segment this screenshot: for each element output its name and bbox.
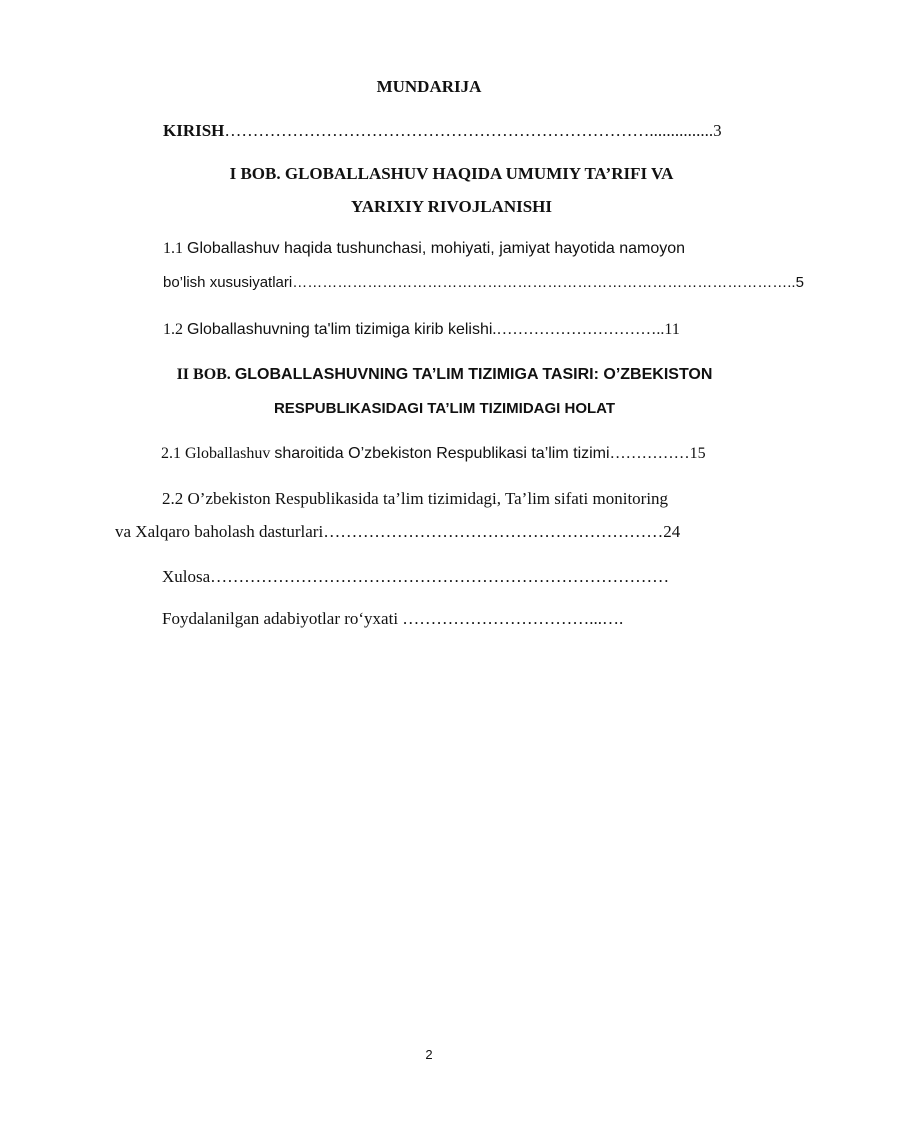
- toc-entry-label: Xulosa: [162, 567, 211, 586]
- chapter-prefix: II BOB.: [176, 366, 235, 383]
- chapter-1-title[interactable]: I BOB. GLOBALLASHUV HAQIDA UMUMIY TA’RIFI VA: [229, 164, 674, 183]
- page-number: 2: [425, 1047, 433, 1062]
- toc-entry-xulosa[interactable]: [162, 567, 669, 587]
- toc-entry-2-1[interactable]: [161, 445, 706, 463]
- toc-entry-1-1[interactable]: [163, 240, 685, 258]
- section-number: 1.2: [163, 321, 187, 338]
- toc-entry-1-2[interactable]: [163, 321, 680, 339]
- toc-page-number: 11: [664, 321, 680, 338]
- toc-entry-label: Foydalanilgan adabiyotlar ro‘yxati: [162, 609, 403, 628]
- toc-entry-label: KIRISH: [163, 121, 225, 140]
- toc-leader-dots: ……………………………...….: [402, 609, 624, 628]
- toc-entry-bibliography[interactable]: [162, 609, 623, 629]
- section-title: sharoitida O’zbekiston Respublikasi ta’lim tizimi: [274, 445, 610, 462]
- toc-entry-2-2[interactable]: 2.2 O’zbekiston Respublikasida ta’lim tizimidagi, Ta’lim sifati monitoring: [162, 489, 669, 508]
- section-number: 1.1: [163, 240, 187, 257]
- section-title-continued: va Xalqaro baholash dasturlari: [115, 522, 324, 541]
- toc-page-number: 3: [713, 121, 722, 140]
- toc-leader-dots: .…………………………..: [492, 321, 665, 338]
- toc-leader-dots: ……………………………………………………: [323, 522, 664, 541]
- toc-leader-dots: ………………………………………………………………………………………..: [292, 274, 796, 291]
- section-title: Globallashuv haqida tushunchasi, mohiyati, jamiyat hayotida namoyon: [187, 240, 686, 257]
- toc-entry-2-2-continued[interactable]: [115, 522, 680, 542]
- toc-page-number: 5: [795, 274, 804, 291]
- toc-entry-1-1-continued[interactable]: [163, 274, 804, 291]
- toc-heading: MUNDARIJA: [376, 77, 482, 96]
- toc-leader-dots: ………………………………………………………………………: [210, 567, 670, 586]
- chapter-2-title-continued[interactable]: RESPUBLIKASIDAGI TA’LIM TIZIMIDAGI HOLAT: [273, 400, 616, 417]
- toc-page-number: 15: [689, 445, 706, 462]
- toc-leader-dots: ……………: [609, 445, 690, 462]
- toc-page-number: 24: [663, 522, 681, 541]
- toc-leader-dots: …………………………………………………………………...............: [224, 121, 714, 140]
- section-title-prefix: 2.1 Globallashuv: [161, 445, 275, 462]
- section-title: Globallashuvning ta'lim tizimiga kirib kelishi: [187, 321, 493, 338]
- chapter-2-title[interactable]: [0, 366, 889, 384]
- toc-entry-kirish[interactable]: [163, 121, 722, 141]
- chapter-1-title-continued[interactable]: YARIXIY RIVOJLANISHI: [350, 197, 553, 216]
- section-title-continued: bo’lish xususiyatlari: [163, 274, 293, 291]
- chapter-title: GLOBALLASHUVNING TA’LIM TIZIMIGA TASIRI: O’ZBEKISTON: [234, 366, 713, 383]
